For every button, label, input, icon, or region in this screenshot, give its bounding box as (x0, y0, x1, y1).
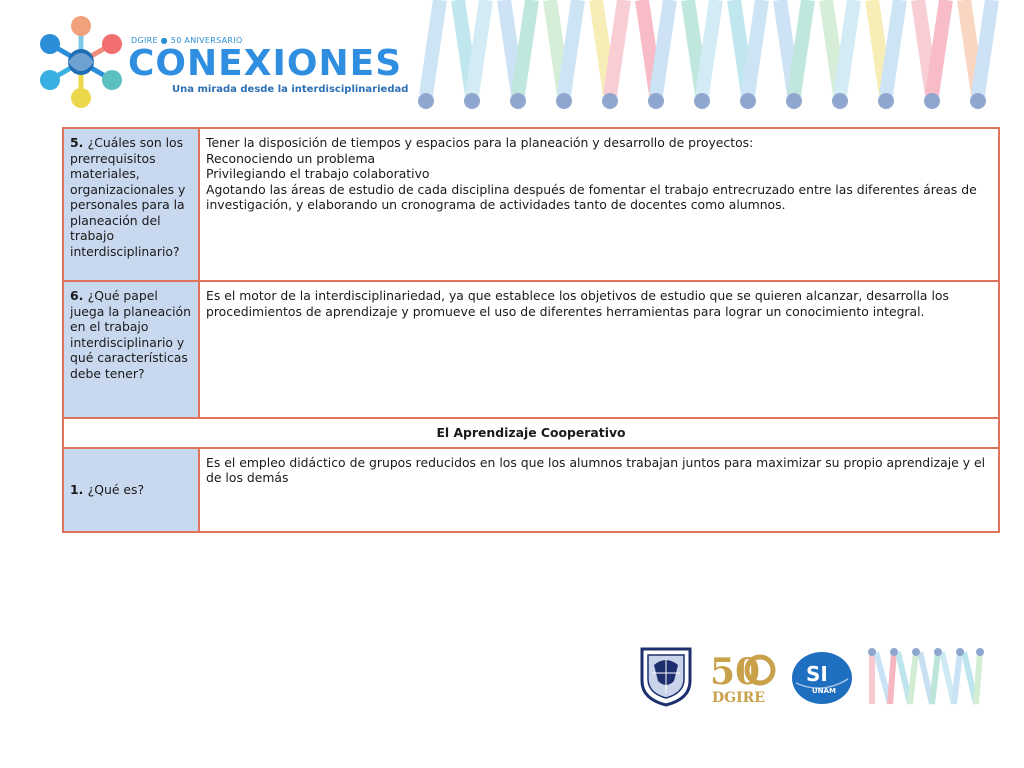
questions-table (62, 127, 1000, 533)
answer-line: Agotando las áreas de estudio de cada disciplina después de fomentar el trabajo entrecruzado entre las diferentes áreas de investigación, y elaborando un cronograma de actividades tanto de docentes como alumnos. (206, 181, 977, 212)
table-row (63, 281, 999, 418)
question-text: ¿Qué papel juega la planeación en el trabajo interdisciplinario y qué características debe tener? (70, 288, 191, 381)
answer-line: Tener la disposición de tiempos y espacios para la planeación y desarrollo de proyectos: (206, 135, 754, 150)
decorative-stripes-icon (400, 0, 1024, 115)
question-number: 5. (70, 135, 88, 150)
decorative-stripes-small-icon (864, 644, 988, 708)
question-text: ¿Qué es? (87, 481, 145, 497)
answer-cell (199, 281, 999, 418)
answer-cell (199, 128, 999, 281)
answer-line: Privilegiando el trabajo colaborativo (206, 166, 430, 181)
dgire-number: 50 (710, 651, 761, 693)
si-subtext: UNAM (812, 687, 836, 695)
brand-title: CONEXIONES (128, 43, 403, 84)
brand-anniversary-line: DGIRE ● 50 ANIVERSARIO (131, 36, 243, 45)
question-cell (63, 448, 199, 532)
question-cell (63, 281, 199, 418)
answer-line: Reconociendo un problema (206, 150, 376, 166)
brand-subtitle: Una mirada desde la interdisciplinariedad (172, 84, 409, 95)
section-row (63, 418, 999, 448)
answer-line: Es el motor de la interdisciplinariedad, ya que establece los objetivos de estudio que se quieren alcanzar, desarrolla los procedimientos de aprendizaje y promueve el uso de diferentes herramientas para lograr un conocimiento integral. (206, 288, 949, 319)
dgire-text: DGIRE (712, 690, 765, 706)
table-row (63, 128, 999, 281)
table-row (63, 448, 999, 532)
question-text: ¿Cuáles son los prerrequisitos materiales, organizacionales y personales para la planeación del trabajo interdisciplinario? (70, 135, 186, 259)
dgire-50-logo-icon (706, 646, 778, 706)
section-heading: El Aprendizaje Cooperativo (63, 418, 999, 448)
si-unam-logo-icon (790, 649, 854, 707)
answer-cell (199, 448, 999, 532)
conexiones-logo-icon (36, 14, 126, 110)
question-cell (63, 128, 199, 281)
unam-shield-icon (638, 645, 694, 707)
answer-line: Es el empleo didáctico de grupos reducidos en los que los alumnos trabajan juntos para maximizar su propio aprendizaje y el de los demás (206, 454, 986, 485)
question-number: 1. (70, 481, 88, 497)
question-number: 6. (70, 288, 88, 303)
si-text: SI (806, 662, 828, 686)
